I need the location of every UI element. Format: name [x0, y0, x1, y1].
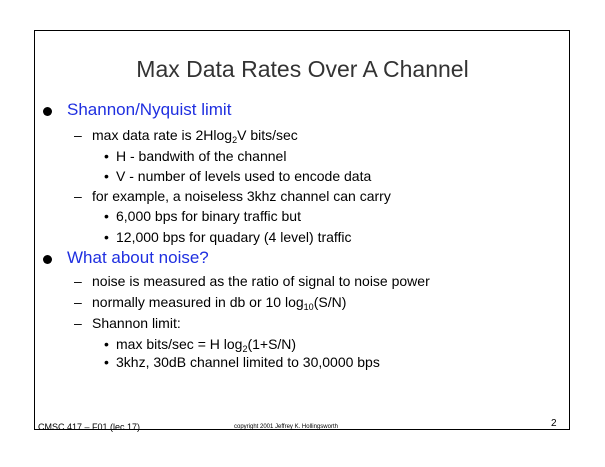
- sub-item-6000: 6,000 bps for binary traffic but: [116, 208, 301, 224]
- dot-marker: •: [104, 336, 109, 352]
- footer-copyright: copyright 2001 Jeffrey K. Hollingsworth: [234, 424, 338, 430]
- item-text: V bits/sec: [237, 127, 298, 143]
- page-number: 2: [551, 418, 557, 429]
- dash-marker: –: [74, 294, 82, 310]
- subscript: 2: [232, 135, 238, 145]
- dash-marker: –: [74, 315, 82, 331]
- dash-marker: –: [74, 127, 82, 143]
- item-text: max data rate is 2Hlog: [92, 127, 233, 143]
- subscript: 10: [303, 302, 314, 312]
- sub-item-12000: 12,000 bps for quadary (4 level) traffic: [116, 229, 352, 245]
- slide-title: Max Data Rates Over A Channel: [136, 56, 469, 82]
- item-text: normally measured in db or 10 log: [92, 294, 304, 310]
- section-heading-shannon: Shannon/Nyquist limit: [67, 100, 232, 119]
- dot-marker: •: [104, 148, 109, 164]
- sub-item-3khz: 3khz, 30dB channel limited to 30,0000 bps: [116, 354, 380, 370]
- dot-marker: •: [104, 354, 109, 370]
- dot-marker: •: [104, 229, 109, 245]
- sub-item-h: H - bandwith of the channel: [116, 148, 287, 164]
- subscript: 2: [242, 344, 248, 354]
- item-shannon-limit: Shannon limit:: [92, 315, 181, 331]
- item-text: (S/N): [313, 294, 347, 310]
- dot-marker: •: [104, 168, 109, 184]
- bullet-dot: [43, 107, 52, 116]
- item-db: [92, 294, 346, 312]
- item-text: max bits/sec = H log: [116, 336, 243, 352]
- dot-marker: •: [104, 208, 109, 224]
- item-max-data-rate: [92, 127, 298, 145]
- section-heading-noise: What about noise?: [67, 248, 209, 267]
- sub-item-v: V - number of levels used to encode data: [116, 168, 372, 184]
- item-text: (1+S/N): [247, 336, 297, 352]
- dash-marker: –: [74, 188, 82, 204]
- dash-marker: –: [74, 273, 82, 289]
- item-noise-ratio: noise is measured as the ratio of signal to noise power: [92, 273, 430, 289]
- sub-item-max-bits: [116, 336, 296, 354]
- footer-course: CMSC 417 – F01 (lec 17): [38, 422, 141, 432]
- item-for-example: for example, a noiseless 3khz channel can carry: [92, 188, 391, 204]
- bullet-dot: [43, 255, 52, 264]
